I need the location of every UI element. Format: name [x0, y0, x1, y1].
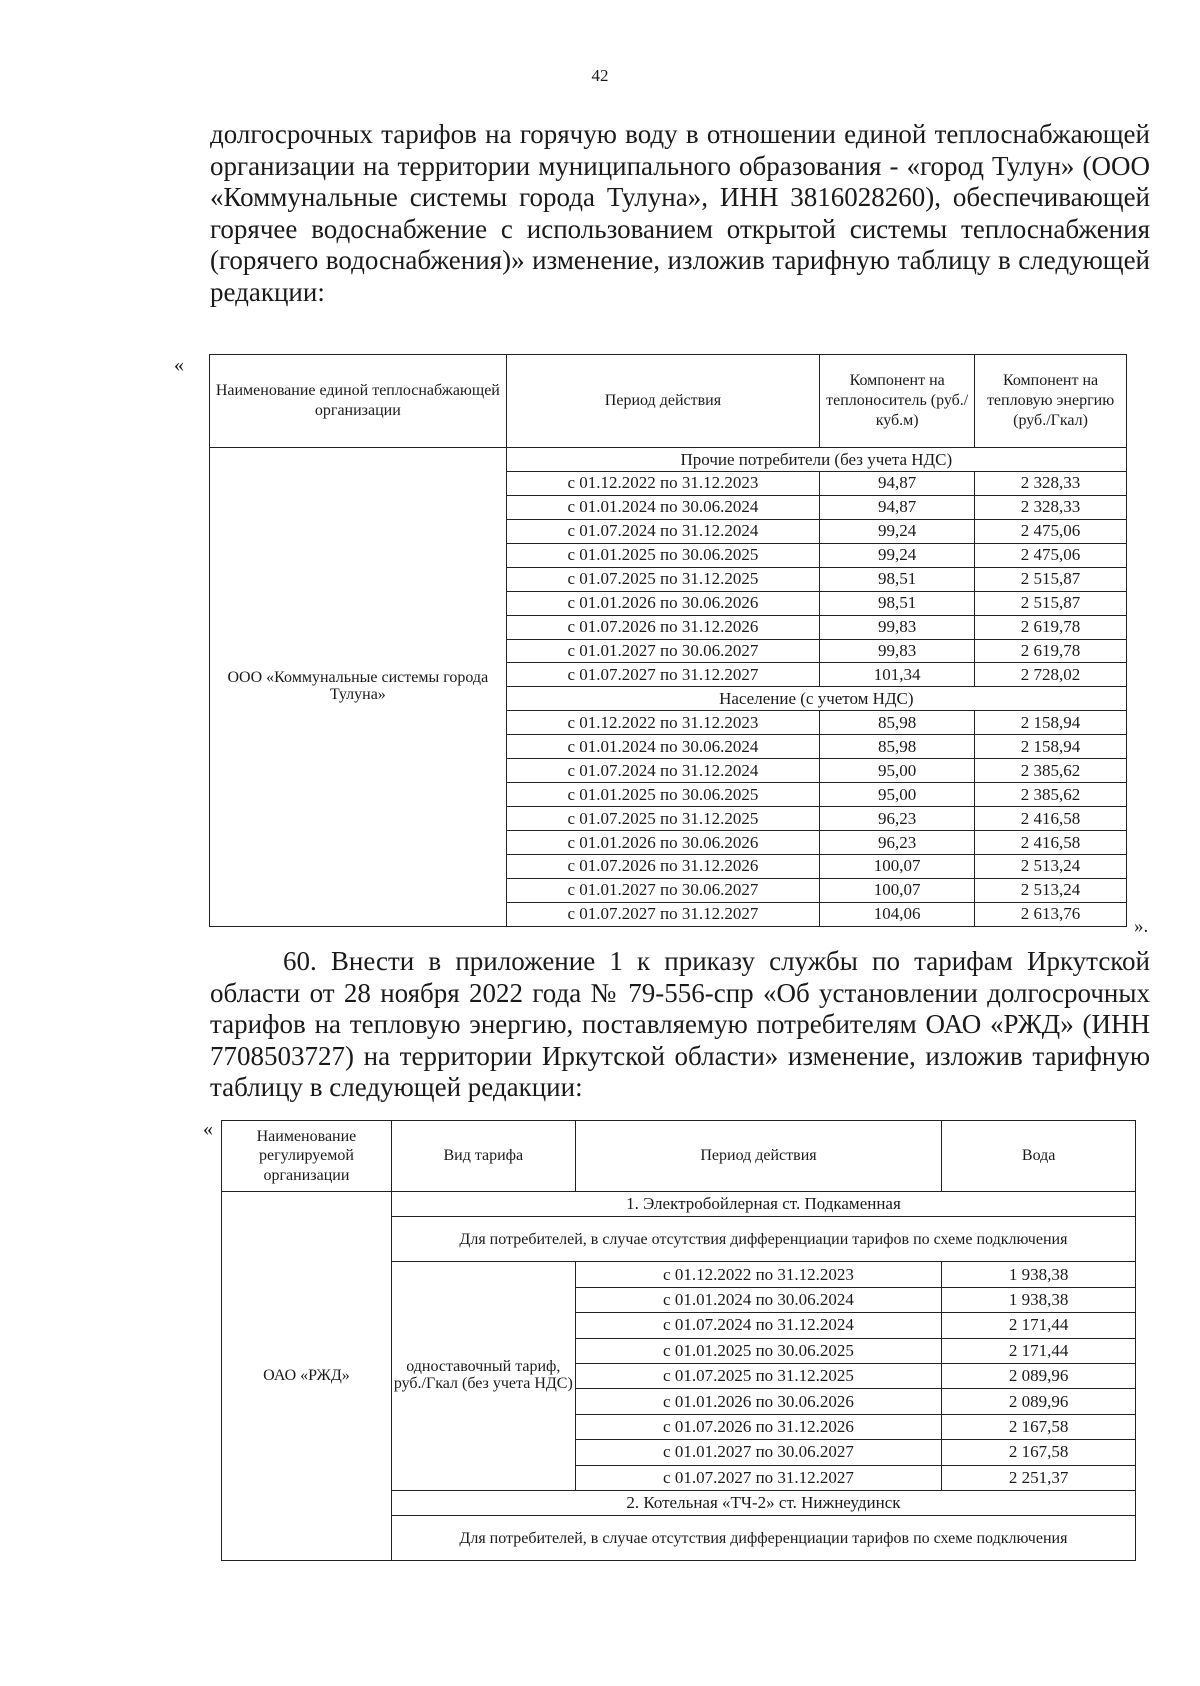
- carrier-value: 99,83: [820, 615, 975, 639]
- header-water: Вода: [942, 1121, 1136, 1192]
- tariff-table-rzd: [221, 1120, 1136, 1561]
- header-energy: Компонент на тепловую энергию (руб./Гкал): [975, 355, 1127, 448]
- carrier-value: 98,51: [820, 567, 975, 591]
- carrier-value: 94,87: [820, 471, 975, 495]
- header-org: Наименование единой теплоснабжающей организации: [210, 355, 507, 448]
- section-title: 2. Котельная «ТЧ-2» ст. Нижнеудинск: [391, 1490, 1135, 1515]
- period-cell: с 01.07.2025 по 31.12.2025: [506, 567, 820, 591]
- carrier-value: 95,00: [820, 783, 975, 807]
- page-number: 42: [591, 66, 609, 85]
- energy-value: 2 513,24: [975, 878, 1127, 902]
- period-cell: с 01.07.2027 по 31.12.2027: [506, 663, 820, 687]
- section-title: 1. Электробойлерная ст. Подкаменная: [391, 1192, 1135, 1217]
- water-value: 2 251,37: [942, 1465, 1136, 1490]
- table1-open-quote: «: [174, 354, 184, 376]
- carrier-value: 85,98: [820, 735, 975, 759]
- carrier-value: 98,51: [820, 591, 975, 615]
- period-cell: с 01.01.2024 по 30.06.2024: [506, 735, 820, 759]
- carrier-value: 99,24: [820, 543, 975, 567]
- carrier-value: 99,24: [820, 519, 975, 543]
- period-cell: с 01.07.2027 по 31.12.2027: [575, 1465, 942, 1490]
- org-name-cell: ООО «Коммунальные системы города Тулуна»: [210, 448, 507, 927]
- energy-value: 2 619,78: [975, 639, 1127, 663]
- water-value: 2 089,96: [942, 1389, 1136, 1414]
- period-cell: с 01.01.2026 по 30.06.2026: [506, 591, 820, 615]
- header-period: Период действия: [575, 1121, 942, 1192]
- period-cell: с 01.01.2025 по 30.06.2025: [506, 543, 820, 567]
- period-cell: с 01.01.2027 по 30.06.2027: [506, 878, 820, 902]
- energy-value: 2 158,94: [975, 735, 1127, 759]
- energy-value: 2 613,76: [975, 902, 1127, 926]
- period-cell: с 01.07.2024 по 31.12.2024: [506, 759, 820, 783]
- paragraph-intro: долгосрочных тарифов на горячую воду в отношении единой теплоснабжающей организации на территории муниципального образования - «город Тулун» (ООО «Коммунальные системы города Тулуна», ИНН 3816028260), обеспечивающей горячее водоснабжение с использованием открытой системы теплоснабжения (горячего водоснабжения)» изменение, изложив тарифную таблицу в следующей редакции:: [210, 119, 1150, 307]
- period-cell: с 01.07.2027 по 31.12.2027: [506, 902, 820, 926]
- paragraph-item-60: 60. Внести в приложение 1 к приказу службы по тарифам Иркутской области от 28 ноября 2022 года № 79-556-спр «Об установлении долгосрочных тарифов на тепловую энергию, поставляемую потребителям ОАО «РЖД» (ИНН 7708503727) на территории Иркутской области» изменение, изложив тарифную таблицу в следующей редакции:: [210, 946, 1150, 1102]
- water-value: 2 167,58: [942, 1414, 1136, 1439]
- table2-open-quote: «: [203, 1118, 213, 1140]
- period-cell: с 01.01.2025 по 30.06.2025: [575, 1338, 942, 1363]
- period-cell: с 01.01.2025 по 30.06.2025: [506, 783, 820, 807]
- energy-value: 2 385,62: [975, 759, 1127, 783]
- energy-value: 2 416,58: [975, 831, 1127, 855]
- table1-close-quote: ».: [1134, 916, 1149, 937]
- energy-value: 2 328,33: [975, 495, 1127, 519]
- period-cell: с 01.01.2027 по 30.06.2027: [506, 639, 820, 663]
- energy-value: 2 475,06: [975, 519, 1127, 543]
- period-cell: с 01.12.2022 по 31.12.2023: [575, 1262, 942, 1287]
- period-cell: с 01.01.2026 по 30.06.2026: [575, 1389, 942, 1414]
- tariff-table-tulun: [209, 354, 1127, 927]
- period-cell: с 01.07.2025 по 31.12.2025: [506, 807, 820, 831]
- subtitle-row: Для потребителей, в случае отсутствия дифференциации тарифов по схеме подключения: [391, 1516, 1135, 1561]
- period-cell: с 01.07.2025 по 31.12.2025: [575, 1363, 942, 1388]
- table-row: [222, 1192, 1136, 1217]
- carrier-value: 100,07: [820, 878, 975, 902]
- carrier-value: 95,00: [820, 759, 975, 783]
- org-name-cell: ОАО «РЖД»: [222, 1192, 392, 1561]
- section-title: Население (с учетом НДС): [506, 687, 1126, 711]
- carrier-value: 100,07: [820, 854, 975, 878]
- header-period: Период действия: [506, 355, 820, 448]
- header-org: Наименование регулируемой организации: [222, 1121, 392, 1192]
- energy-value: 2 328,33: [975, 471, 1127, 495]
- table-header-row: [222, 1121, 1136, 1192]
- carrier-value: 101,34: [820, 663, 975, 687]
- water-value: 1 938,38: [942, 1262, 1136, 1287]
- water-value: 2 171,44: [942, 1313, 1136, 1338]
- period-cell: с 01.07.2026 по 31.12.2026: [575, 1414, 942, 1439]
- period-cell: с 01.01.2026 по 30.06.2026: [506, 831, 820, 855]
- water-value: 1 938,38: [942, 1287, 1136, 1312]
- carrier-value: 104,06: [820, 902, 975, 926]
- water-value: 2 167,58: [942, 1440, 1136, 1465]
- carrier-value: 85,98: [820, 711, 975, 735]
- tariff-type-cell: одноставочный тариф, руб./Гкал (без учета НДС): [391, 1262, 575, 1491]
- period-cell: с 01.12.2022 по 31.12.2023: [506, 471, 820, 495]
- carrier-value: 96,23: [820, 831, 975, 855]
- table-header-row: [210, 355, 1127, 448]
- period-cell: с 01.07.2026 по 31.12.2026: [506, 854, 820, 878]
- period-cell: с 01.07.2024 по 31.12.2024: [506, 519, 820, 543]
- energy-value: 2 475,06: [975, 543, 1127, 567]
- energy-value: 2 728,02: [975, 663, 1127, 687]
- water-value: 2 089,96: [942, 1363, 1136, 1388]
- water-value: 2 171,44: [942, 1338, 1136, 1363]
- header-tariff-type: Вид тарифа: [391, 1121, 575, 1192]
- period-cell: с 01.01.2024 по 30.06.2024: [575, 1287, 942, 1312]
- carrier-value: 99,83: [820, 639, 975, 663]
- period-cell: с 01.07.2024 по 31.12.2024: [575, 1313, 942, 1338]
- carrier-value: 96,23: [820, 807, 975, 831]
- section-title: Прочие потребители (без учета НДС): [506, 448, 1126, 472]
- period-cell: с 01.12.2022 по 31.12.2023: [506, 711, 820, 735]
- carrier-value: 94,87: [820, 495, 975, 519]
- energy-value: 2 158,94: [975, 711, 1127, 735]
- energy-value: 2 513,24: [975, 854, 1127, 878]
- energy-value: 2 416,58: [975, 807, 1127, 831]
- period-cell: с 01.01.2024 по 30.06.2024: [506, 495, 820, 519]
- table-row: [210, 448, 1127, 472]
- subtitle-row: Для потребителей, в случае отсутствия дифференциации тарифов по схеме подключения: [391, 1217, 1135, 1262]
- energy-value: 2 515,87: [975, 567, 1127, 591]
- energy-value: 2 385,62: [975, 783, 1127, 807]
- header-carrier: Компонент на теплоноситель (руб./куб.м): [820, 355, 975, 448]
- period-cell: с 01.01.2027 по 30.06.2027: [575, 1440, 942, 1465]
- energy-value: 2 515,87: [975, 591, 1127, 615]
- period-cell: с 01.07.2026 по 31.12.2026: [506, 615, 820, 639]
- energy-value: 2 619,78: [975, 615, 1127, 639]
